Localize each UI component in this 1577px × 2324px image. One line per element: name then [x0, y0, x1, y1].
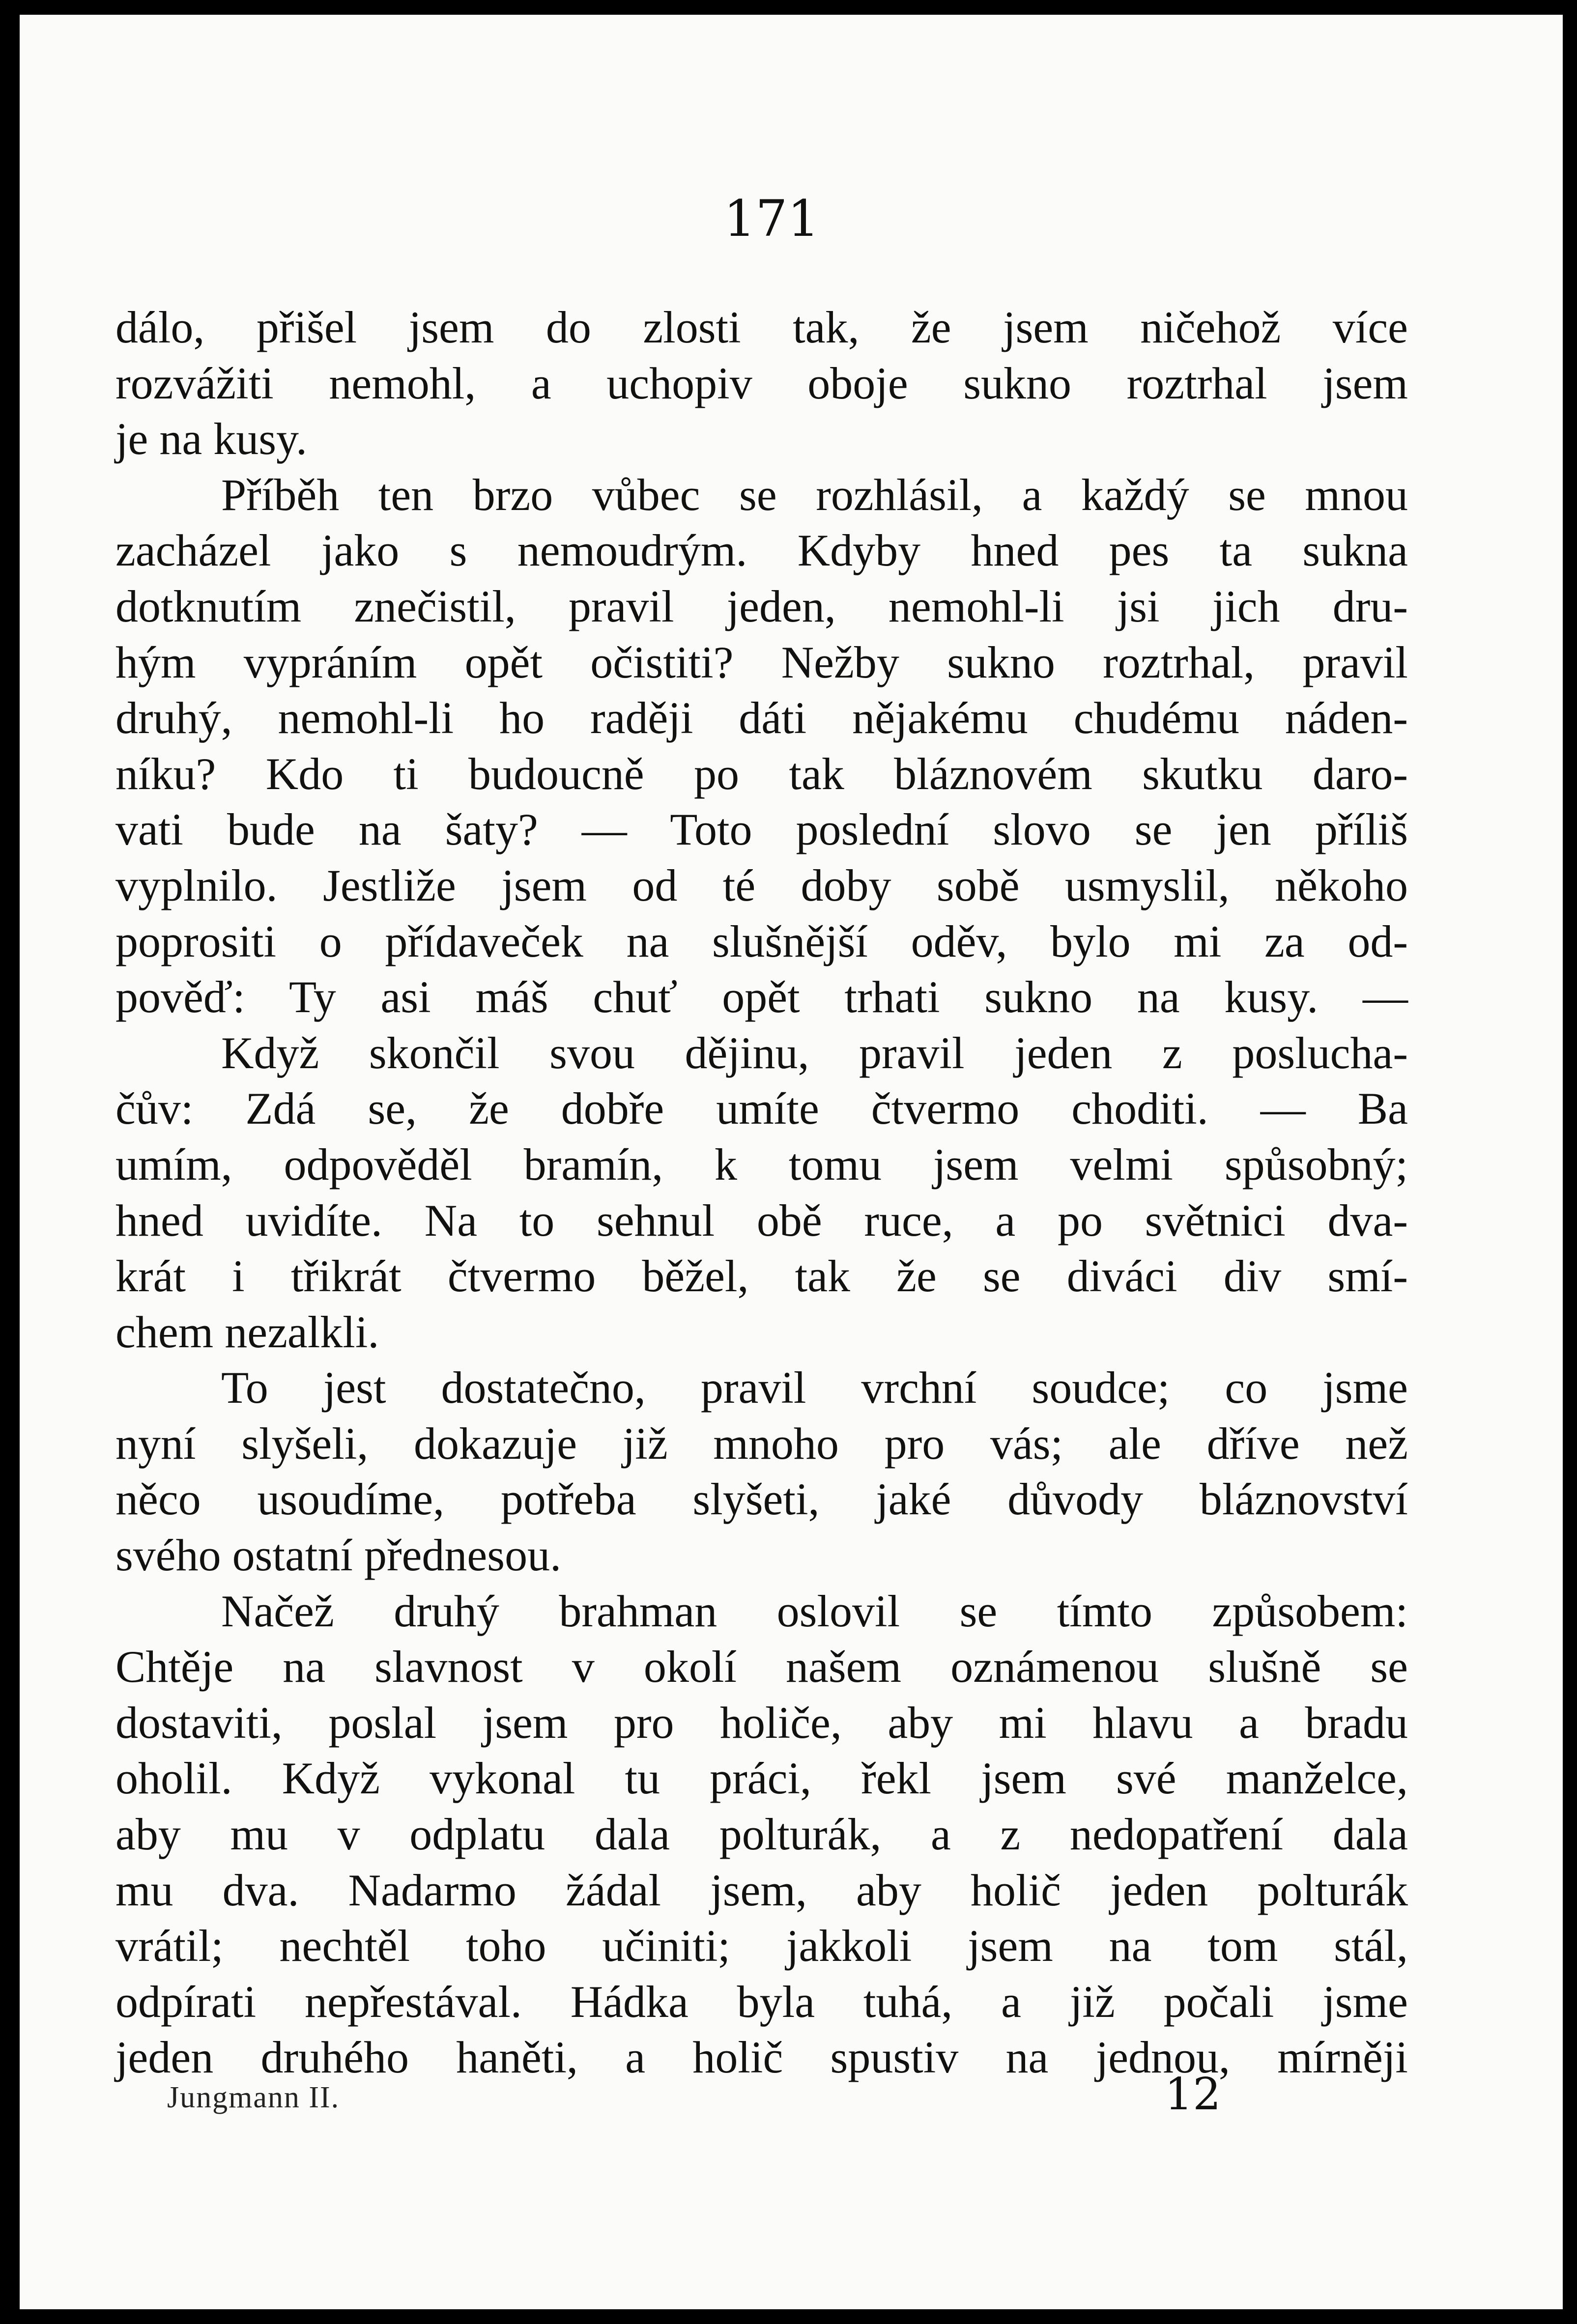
text-line: umím, odpověděl bramín, k tomu jsem velmi spůsobný;	[115, 1139, 1408, 1190]
text-line: mu dva. Nadarmo žádal jsem, aby holič jeden polturák	[115, 1865, 1408, 1915]
text-line: krát i třikrát čtvermo běžel, tak že se diváci div smí-	[115, 1251, 1408, 1302]
text-line: odpírati nepřestával. Hádka byla tuhá, a již počali jsme	[115, 1976, 1408, 2027]
text-line: oholil. Když vykonal tu práci, řekl jsem své manželce,	[115, 1753, 1408, 1804]
text-line: níku? Kdo ti budoucně po tak bláznovém skutku daro-	[115, 748, 1408, 799]
text-line: něco usoudíme, potřeba slyšeti, jaké důvody bláznovství	[115, 1474, 1408, 1525]
text-line: pověď: Ty asi máš chuť opět trhati sukno na kusy. —	[115, 972, 1408, 1022]
text-line: svého ostatní přednesou.	[115, 1530, 562, 1581]
book-page	[20, 15, 1563, 2309]
text-line: dotknutím znečistil, pravil jeden, nemohl-li jsi jich dru-	[115, 581, 1408, 631]
text-line: chem nezalkli.	[115, 1306, 379, 1357]
text-line: Chtěje na slavnost v okolí našem oznámenou slušně se	[115, 1642, 1408, 1692]
text-line: nyní slyšeli, dokazuje již mnoho pro vás; ale dříve než	[115, 1418, 1408, 1469]
text-line: aby mu v odplatu dala polturák, a z nedopatření dala	[115, 1809, 1408, 1860]
text-line: vrátil; nechtěl toho učiniti; jakkoli jsem na tom stál,	[115, 1921, 1408, 1971]
text-line: jeden druhého haněti, a holič spustiv na jednou, mírněji	[115, 2032, 1408, 2083]
text-line: dálo, přišel jsem do zlosti tak, že jsem ničehož více	[115, 302, 1408, 352]
text-line: Když skončil svou dějinu, pravil jeden z posluchа-	[221, 1027, 1408, 1078]
text-line: je na kusy.	[115, 414, 308, 464]
text-line: hned uvidíte. Na to sehnul obě ruce, a po světnici dva-	[115, 1195, 1408, 1246]
printer-signature: Jungmann II.	[167, 2081, 340, 2114]
text-line: Příběh ten brzo vůbec se rozhlásil, a každý se mnou	[221, 469, 1408, 520]
page-number: 171	[723, 190, 820, 248]
text-line: dostaviti, poslal jsem pro holiče, aby mi hlavu a bradu	[115, 1697, 1408, 1748]
text-line: vyplnilo. Jestliže jsem od té doby sobě usmyslil, někoho	[115, 860, 1408, 910]
text-line: vati bude na šaty? — Toto poslední slovo se jen příliš	[115, 804, 1408, 855]
text-line: hým vypráním opět očistiti? Nežby sukno roztrhal, pravil	[115, 637, 1408, 687]
text-line: poprositi o přídaveček na slušnější oděv, bylo mi za od-	[115, 916, 1408, 966]
body-text	[115, 300, 1408, 2086]
text-line: čův: Zdá se, že dobře umíte čtvermo choditi. — Ba	[115, 1083, 1408, 1134]
sheet-number: 12	[1165, 2069, 1221, 2120]
text-line: To jest dostatečno, pravil vrchní soudce; co jsme	[221, 1362, 1408, 1413]
text-line: Načež druhý brahman oslovil se tímto způsobem:	[221, 1586, 1408, 1636]
text-line: zacházel jako s nemoudrým. Kdyby hned pes ta sukna	[115, 525, 1408, 576]
text-line: druhý, nemohl-li ho raději dáti nějakému chudému náden-	[115, 693, 1408, 743]
text-line: rozvážiti nemohl, a uchopiv oboje sukno roztrhal jsem	[115, 358, 1408, 408]
